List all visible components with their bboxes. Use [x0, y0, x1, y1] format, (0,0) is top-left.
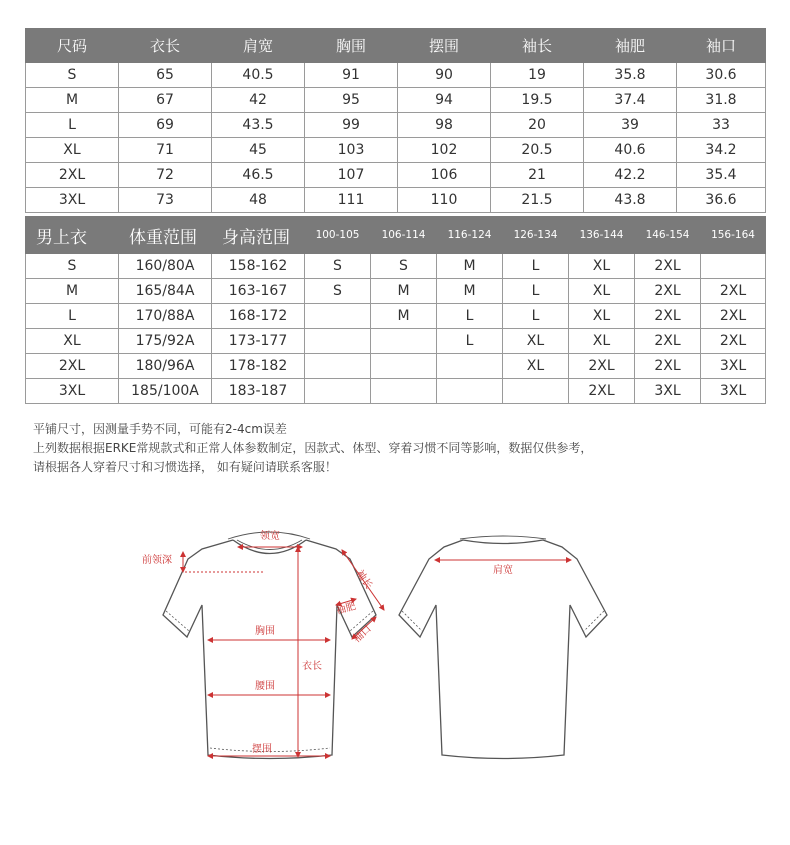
front-measure-labels: [142, 529, 376, 755]
table-cell: 35.8: [584, 63, 677, 88]
table-cell: 98: [398, 113, 491, 138]
table-cell: M: [371, 304, 437, 329]
table-row: [26, 279, 766, 304]
table-cell: L: [437, 329, 503, 354]
table-cell: 165/84A: [119, 279, 212, 304]
table-cell: 36.6: [677, 188, 766, 213]
table-cell: 3XL: [26, 188, 119, 213]
note-line-1: 平铺尺寸，因测量手势不同，可能有2-4cm误差: [33, 422, 287, 436]
table-row: [26, 354, 766, 379]
table-cell: 2XL: [635, 304, 701, 329]
table-cell: [371, 379, 437, 404]
table-cell: 40.6: [584, 138, 677, 163]
table-row: [26, 329, 766, 354]
size_table-header-7: 袖口: [677, 29, 766, 63]
sleeve-length-label: 袖长: [353, 568, 375, 592]
table-cell: 43.5: [212, 113, 305, 138]
table-row: [26, 113, 766, 138]
table-cell: XL: [569, 254, 635, 279]
table-cell: [503, 379, 569, 404]
table-cell: L: [503, 304, 569, 329]
table-cell: 42.2: [584, 163, 677, 188]
fit_table-header-3: 100-105: [305, 217, 371, 254]
table-cell: 90: [398, 63, 491, 88]
table-cell: 30.6: [677, 63, 766, 88]
table-cell: 19: [491, 63, 584, 88]
fit_table-header-2: 身高范围: [212, 217, 305, 254]
table-cell: 20.5: [491, 138, 584, 163]
table-row: [26, 254, 766, 279]
table-row: [26, 163, 766, 188]
table-cell: 2XL: [635, 279, 701, 304]
table-cell: [437, 379, 503, 404]
table-cell: 99: [305, 113, 398, 138]
table-cell: XL: [26, 329, 119, 354]
table-cell: [371, 354, 437, 379]
table-cell: 2XL: [569, 354, 635, 379]
table-cell: 3XL: [635, 379, 701, 404]
table-row: [26, 379, 766, 404]
table-cell: L: [503, 279, 569, 304]
front-tshirt-outline: [163, 532, 376, 759]
table-cell: 35.4: [677, 163, 766, 188]
front-neck-depth-label: 前领深: [142, 555, 172, 566]
table-cell: XL: [569, 279, 635, 304]
shoulder-width-label: 肩宽: [493, 565, 513, 576]
table-cell: 34.2: [677, 138, 766, 163]
table-cell: [305, 379, 371, 404]
table-cell: 42: [212, 88, 305, 113]
size_table-header-2: 肩宽: [212, 29, 305, 63]
length-label: 衣长: [302, 661, 322, 672]
table-cell: [305, 354, 371, 379]
waist-label: 腰围: [255, 681, 275, 692]
table-cell: 39: [584, 113, 677, 138]
table-row: [26, 138, 766, 163]
table-cell: 2XL: [701, 329, 766, 354]
cuff-label: 袖口: [351, 623, 374, 646]
table-cell: S: [305, 279, 371, 304]
table-cell: 2XL: [701, 304, 766, 329]
note-line-2: 上列数据根据ERKE常规款式和正常人体参数制定，因款式、体型、穿着习惯不同等影响，数据仅供参考，: [33, 441, 593, 455]
table-cell: 3XL: [26, 379, 119, 404]
table-cell: 2XL: [26, 354, 119, 379]
table-cell: 3XL: [701, 354, 766, 379]
table-cell: 2XL: [569, 379, 635, 404]
fit_table-header-0: 男上衣: [26, 217, 119, 254]
table-cell: 33: [677, 113, 766, 138]
table-cell: 160/80A: [119, 254, 212, 279]
table-cell: 31.8: [677, 88, 766, 113]
size_table-header-3: 胸围: [305, 29, 398, 63]
table-cell: 106: [398, 163, 491, 188]
table-cell: M: [437, 254, 503, 279]
table-cell: M: [437, 279, 503, 304]
table-cell: 2XL: [701, 279, 766, 304]
hem-label: 摆围: [252, 744, 272, 755]
tshirt-measurement-diagram: [130, 515, 650, 785]
collar-width-label: 领宽: [260, 531, 280, 542]
table-cell: 20: [491, 113, 584, 138]
table-cell: 185/100A: [119, 379, 212, 404]
fit-guide-table: [25, 216, 766, 404]
size_table-header-5: 袖长: [491, 29, 584, 63]
table-cell: M: [26, 88, 119, 113]
table-cell: 2XL: [635, 329, 701, 354]
table-row: [26, 88, 766, 113]
table-row: [26, 188, 766, 213]
table-cell: S: [26, 254, 119, 279]
table-cell: L: [437, 304, 503, 329]
table-cell: 40.5: [212, 63, 305, 88]
table-cell: XL: [503, 354, 569, 379]
fit_table-header-1: 体重范围: [119, 217, 212, 254]
table-cell: 48: [212, 188, 305, 213]
table-cell: XL: [503, 329, 569, 354]
sleeve-width-label: 袖肥: [334, 601, 358, 617]
note-line-3: 请根据各人穿着尺寸和习惯选择， 如有疑问请联系客服！: [33, 460, 337, 474]
table-cell: [371, 329, 437, 354]
fit_table-header-9: 156-164: [701, 217, 766, 254]
table-cell: 43.8: [584, 188, 677, 213]
size-chart-table: [25, 28, 766, 213]
table-cell: 67: [119, 88, 212, 113]
table-cell: 175/92A: [119, 329, 212, 354]
table-cell: XL: [569, 329, 635, 354]
table-row: [26, 304, 766, 329]
table-cell: 65: [119, 63, 212, 88]
table-cell: 3XL: [701, 379, 766, 404]
table-cell: 19.5: [491, 88, 584, 113]
table-cell: 69: [119, 113, 212, 138]
table-cell: 107: [305, 163, 398, 188]
table-cell: 91: [305, 63, 398, 88]
table-cell: 46.5: [212, 163, 305, 188]
table-cell: 2XL: [635, 354, 701, 379]
table-cell: XL: [569, 304, 635, 329]
table-cell: 2XL: [635, 254, 701, 279]
table-cell: [305, 304, 371, 329]
table-cell: [701, 254, 766, 279]
table-cell: [437, 354, 503, 379]
table-cell: 111: [305, 188, 398, 213]
table-cell: 37.4: [584, 88, 677, 113]
table-cell: 2XL: [26, 163, 119, 188]
table-cell: S: [371, 254, 437, 279]
table-cell: 158-162: [212, 254, 305, 279]
table-cell: S: [26, 63, 119, 88]
table-cell: 45: [212, 138, 305, 163]
table-cell: XL: [26, 138, 119, 163]
size_table-header-0: 尺码: [26, 29, 119, 63]
table-cell: 94: [398, 88, 491, 113]
table-cell: 102: [398, 138, 491, 163]
size_table-header-1: 衣长: [119, 29, 212, 63]
table-cell: M: [26, 279, 119, 304]
size_table-header-4: 摆围: [398, 29, 491, 63]
table-cell: S: [305, 254, 371, 279]
fit_table-header-5: 116-124: [437, 217, 503, 254]
fit_table-header-6: 126-134: [503, 217, 569, 254]
table-cell: L: [26, 113, 119, 138]
table-cell: 183-187: [212, 379, 305, 404]
table-cell: 72: [119, 163, 212, 188]
table-cell: 170/88A: [119, 304, 212, 329]
fit_table-header-4: 106-114: [371, 217, 437, 254]
table-cell: L: [503, 254, 569, 279]
table-cell: M: [371, 279, 437, 304]
fit_table-header-8: 146-154: [635, 217, 701, 254]
table-row: [26, 63, 766, 88]
table-cell: [305, 329, 371, 354]
table-cell: 21: [491, 163, 584, 188]
table-cell: 103: [305, 138, 398, 163]
fit_table-header-7: 136-144: [569, 217, 635, 254]
size_table-header-6: 袖肥: [584, 29, 677, 63]
table-cell: 163-167: [212, 279, 305, 304]
table-cell: 173-177: [212, 329, 305, 354]
table-cell: 168-172: [212, 304, 305, 329]
table-cell: 21.5: [491, 188, 584, 213]
table-cell: 110: [398, 188, 491, 213]
table-cell: L: [26, 304, 119, 329]
table-cell: 95: [305, 88, 398, 113]
chest-label: 胸围: [255, 626, 275, 637]
table-cell: 178-182: [212, 354, 305, 379]
size-notes: [33, 420, 592, 477]
front-measure-lines: [183, 547, 384, 757]
table-cell: 71: [119, 138, 212, 163]
table-cell: 180/96A: [119, 354, 212, 379]
table-cell: 73: [119, 188, 212, 213]
